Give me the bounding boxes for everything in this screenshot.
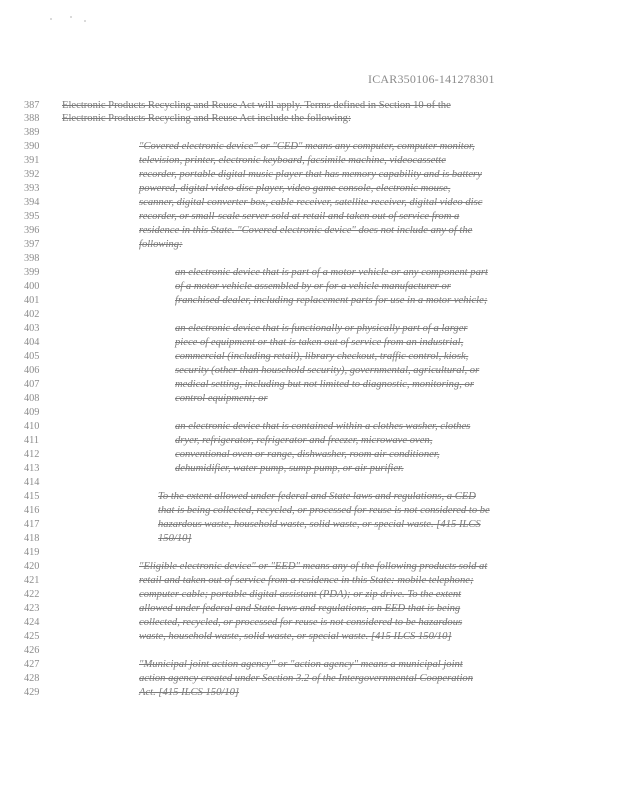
line-number: 390 — [24, 141, 40, 152]
line-text: medical setting, including but not limited to diagnostic, monitoring, or — [175, 379, 474, 390]
line-number: 428 — [24, 673, 40, 684]
line-text: recorder, portable digital music player that has memory capability and is battery — [139, 169, 482, 180]
line-text: Act. [415 ILCS 150/10] — [139, 687, 240, 698]
line-number: 387 — [24, 100, 40, 111]
line-number: 392 — [24, 169, 40, 180]
line-number: 397 — [24, 239, 40, 250]
line-number: 429 — [24, 687, 40, 698]
line-number: 423 — [24, 603, 40, 614]
line-text: an electronic device that is part of a motor vehicle or any component part — [175, 267, 488, 278]
document-code: ICAR350106-141278301 — [368, 72, 495, 86]
line-number: 391 — [24, 155, 40, 166]
line-text: "Municipal joint action agency" or "action agency" means a municipal joint — [139, 659, 463, 670]
line-number: 412 — [24, 449, 40, 460]
line-number: 398 — [24, 253, 40, 264]
line-number: 418 — [24, 533, 40, 544]
line-text: television, printer, electronic keyboard, facsimile machine, videocassette — [139, 155, 446, 166]
line-number: 402 — [24, 309, 40, 320]
line-number: 420 — [24, 561, 40, 572]
line-number: 393 — [24, 183, 40, 194]
line-number: 410 — [24, 421, 40, 432]
line-text: commercial (including retail), library checkout, traffic control, kiosk, — [175, 351, 469, 362]
line-number: 408 — [24, 393, 40, 404]
line-number: 400 — [24, 281, 40, 292]
line-number: 409 — [24, 407, 40, 418]
line-text: hazardous waste, household waste, solid waste, or special waste. [415 ILCS — [158, 519, 481, 530]
line-number: 415 — [24, 491, 40, 502]
line-text: security (other than household security), governmental, agricultural, or — [175, 365, 480, 376]
line-number: 395 — [24, 211, 40, 222]
line-number: 403 — [24, 323, 40, 334]
line-number: 427 — [24, 659, 40, 670]
line-text: allowed under federal and State laws and regulations, an EED that is being — [139, 603, 461, 614]
line-number: 406 — [24, 365, 40, 376]
line-text: To the extent allowed under federal and State laws and regulations, a CED — [158, 491, 476, 502]
line-number: 426 — [24, 645, 40, 656]
line-number: 414 — [24, 477, 40, 488]
line-number: 407 — [24, 379, 40, 390]
line-text: following: — [139, 239, 183, 250]
line-text: Electronic Products Recycling and Reuse Act include the following: — [62, 113, 351, 124]
line-text: control equipment; or — [175, 393, 268, 404]
line-text: franchised dealer, including replacement parts for use in a motor vehicle; — [175, 295, 488, 306]
line-number: 411 — [24, 435, 40, 446]
line-text: retail and taken out of service from a residence in this State: mobile telephone; — [139, 575, 474, 586]
line-text: recorder, or small-scale server sold at retail and taken out of service from a — [139, 211, 460, 222]
line-text: residence in this State. "Covered electronic device" does not include any of the — [139, 225, 473, 236]
line-text: computer cable; portable digital assistant (PDA); or zip drive. To the extent — [139, 589, 462, 600]
line-text: "Eligible electronic device" or "EED" means any of the following products sold at — [139, 561, 488, 572]
line-text: action agency created under Section 3.2 of the Intergovernmental Cooperation — [139, 673, 474, 684]
line-number: 405 — [24, 351, 40, 362]
line-number: 419 — [24, 547, 40, 558]
scan-speck-marks — [48, 14, 88, 26]
line-number: 416 — [24, 505, 40, 516]
line-number: 396 — [24, 225, 40, 236]
line-text: piece of equipment or that is taken out of service from an industrial, — [175, 337, 464, 348]
line-text: powered, digital video disc player, video game console, electronic mouse, — [139, 183, 451, 194]
line-text: of a motor vehicle assembled by or for a vehicle manufacturer or — [175, 281, 451, 292]
line-text: Electronic Products Recycling and Reuse Act will apply. Terms defined in Section 10 of the — [62, 100, 451, 111]
line-number: 389 — [24, 127, 40, 138]
line-text: an electronic device that is contained within a clothes washer, clothes — [175, 421, 471, 432]
line-text: 150/10] — [158, 533, 192, 544]
line-number: 404 — [24, 337, 40, 348]
line-text: collected, recycled, or processed for reuse is not considered to be hazardous — [139, 617, 463, 628]
line-text: waste, household waste, solid waste, or special waste. [415 ILCS 150/10] — [139, 631, 452, 642]
line-number: 388 — [24, 113, 40, 124]
line-number: 399 — [24, 267, 40, 278]
line-text: an electronic device that is functionally or physically part of a larger — [175, 323, 468, 334]
line-number: 422 — [24, 589, 40, 600]
line-number: 425 — [24, 631, 40, 642]
line-number: 413 — [24, 463, 40, 474]
line-number: 401 — [24, 295, 40, 306]
line-number: 421 — [24, 575, 40, 586]
line-text: dehumidifier, water pump, sump pump, or air purifier. — [175, 463, 404, 474]
line-text: "Covered electronic device" or "CED" means any computer, computer monitor, — [139, 141, 475, 152]
line-number: 394 — [24, 197, 40, 208]
line-text: conventional oven or range, dishwasher, room air conditioner, — [175, 449, 440, 460]
line-number: 417 — [24, 519, 40, 530]
line-number: 424 — [24, 617, 40, 628]
line-text: dryer, refrigerator, refrigerator and freezer, microwave oven, — [175, 435, 433, 446]
line-text: that is being collected, recycled, or processed for reuse is not considered to be — [158, 505, 490, 516]
line-text: scanner, digital converter box, cable receiver, satellite receiver, digital video disc — [139, 197, 483, 208]
